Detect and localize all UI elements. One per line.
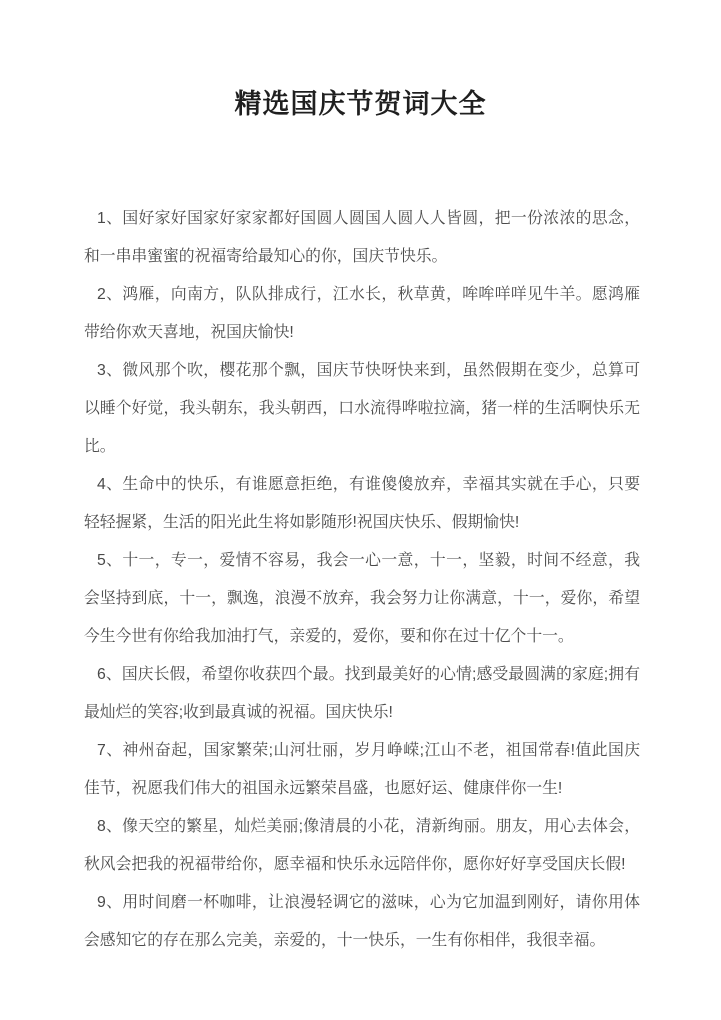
greeting-paragraph-3: 3、微风那个吹，樱花那个飘，国庆节快呀快来到，虽然假期在变少，总算可以睡个好觉，我头朝东，我头朝西，口水流得哗啦拉滴，猪一样的生活啊快乐无比。 xyxy=(84,362,640,455)
greeting-paragraph-5: 5、十一，专一，爱情不容易，我会一心一意，十一，坚毅，时间不经意，我会坚持到底，十一，飘逸，浪漫不放弃，我会努力让你满意，十一，爱你，希望今生今世有你给我加油打气，亲爱的，爱你，要和你在过十亿个十一。 xyxy=(84,552,640,645)
document-title: 精选国庆节贺词大全 xyxy=(234,89,487,119)
greeting-paragraph-8: 8、像天空的繁星，灿烂美丽;像清晨的小花，清新绚丽。朋友，用心去体会，秋风会把我的祝福带给你，愿幸福和快乐永远陪伴你，愿你好好享受国庆长假! xyxy=(84,818,640,873)
greeting-paragraph-6: 6、国庆长假，希望你收获四个最。找到最美好的心情;感受最圆满的家庭;拥有最灿烂的笑容;收到最真诚的祝福。国庆快乐! xyxy=(84,666,640,721)
greeting-paragraph-7: 7、神州奋起，国家繁荣;山河壮丽，岁月峥嵘;江山不老，祖国常春!值此国庆佳节，祝愿我们伟大的祖国永远繁荣昌盛，也愿好运、健康伴你一生! xyxy=(84,742,640,797)
document-body xyxy=(84,200,640,960)
greeting-paragraph-9: 9、用时间磨一杯咖啡，让浪漫轻调它的滋味，心为它加温到刚好，请你用体会感知它的存在那么完美，亲爱的，十一快乐，一生有你相伴，我很幸福。 xyxy=(84,894,640,949)
greeting-paragraph-2: 2、鸿雁，向南方，队队排成行，江水长，秋草黄，哞哞咩咩见牛羊。愿鸿雁带给你欢天喜地，祝国庆愉快! xyxy=(84,286,640,341)
greeting-paragraph-4: 4、生命中的快乐，有谁愿意拒绝，有谁傻傻放弃，幸福其实就在手心，只要轻轻握紧，生活的阳光此生将如影随形!祝国庆快乐、假期愉快! xyxy=(84,476,640,531)
greeting-paragraph-1: 1、国好家好国家好家家都好国圆人圆国人圆人人皆圆，把一份浓浓的思念，和一串串蜜蜜的祝福寄给最知心的你，国庆节快乐。 xyxy=(84,210,640,265)
